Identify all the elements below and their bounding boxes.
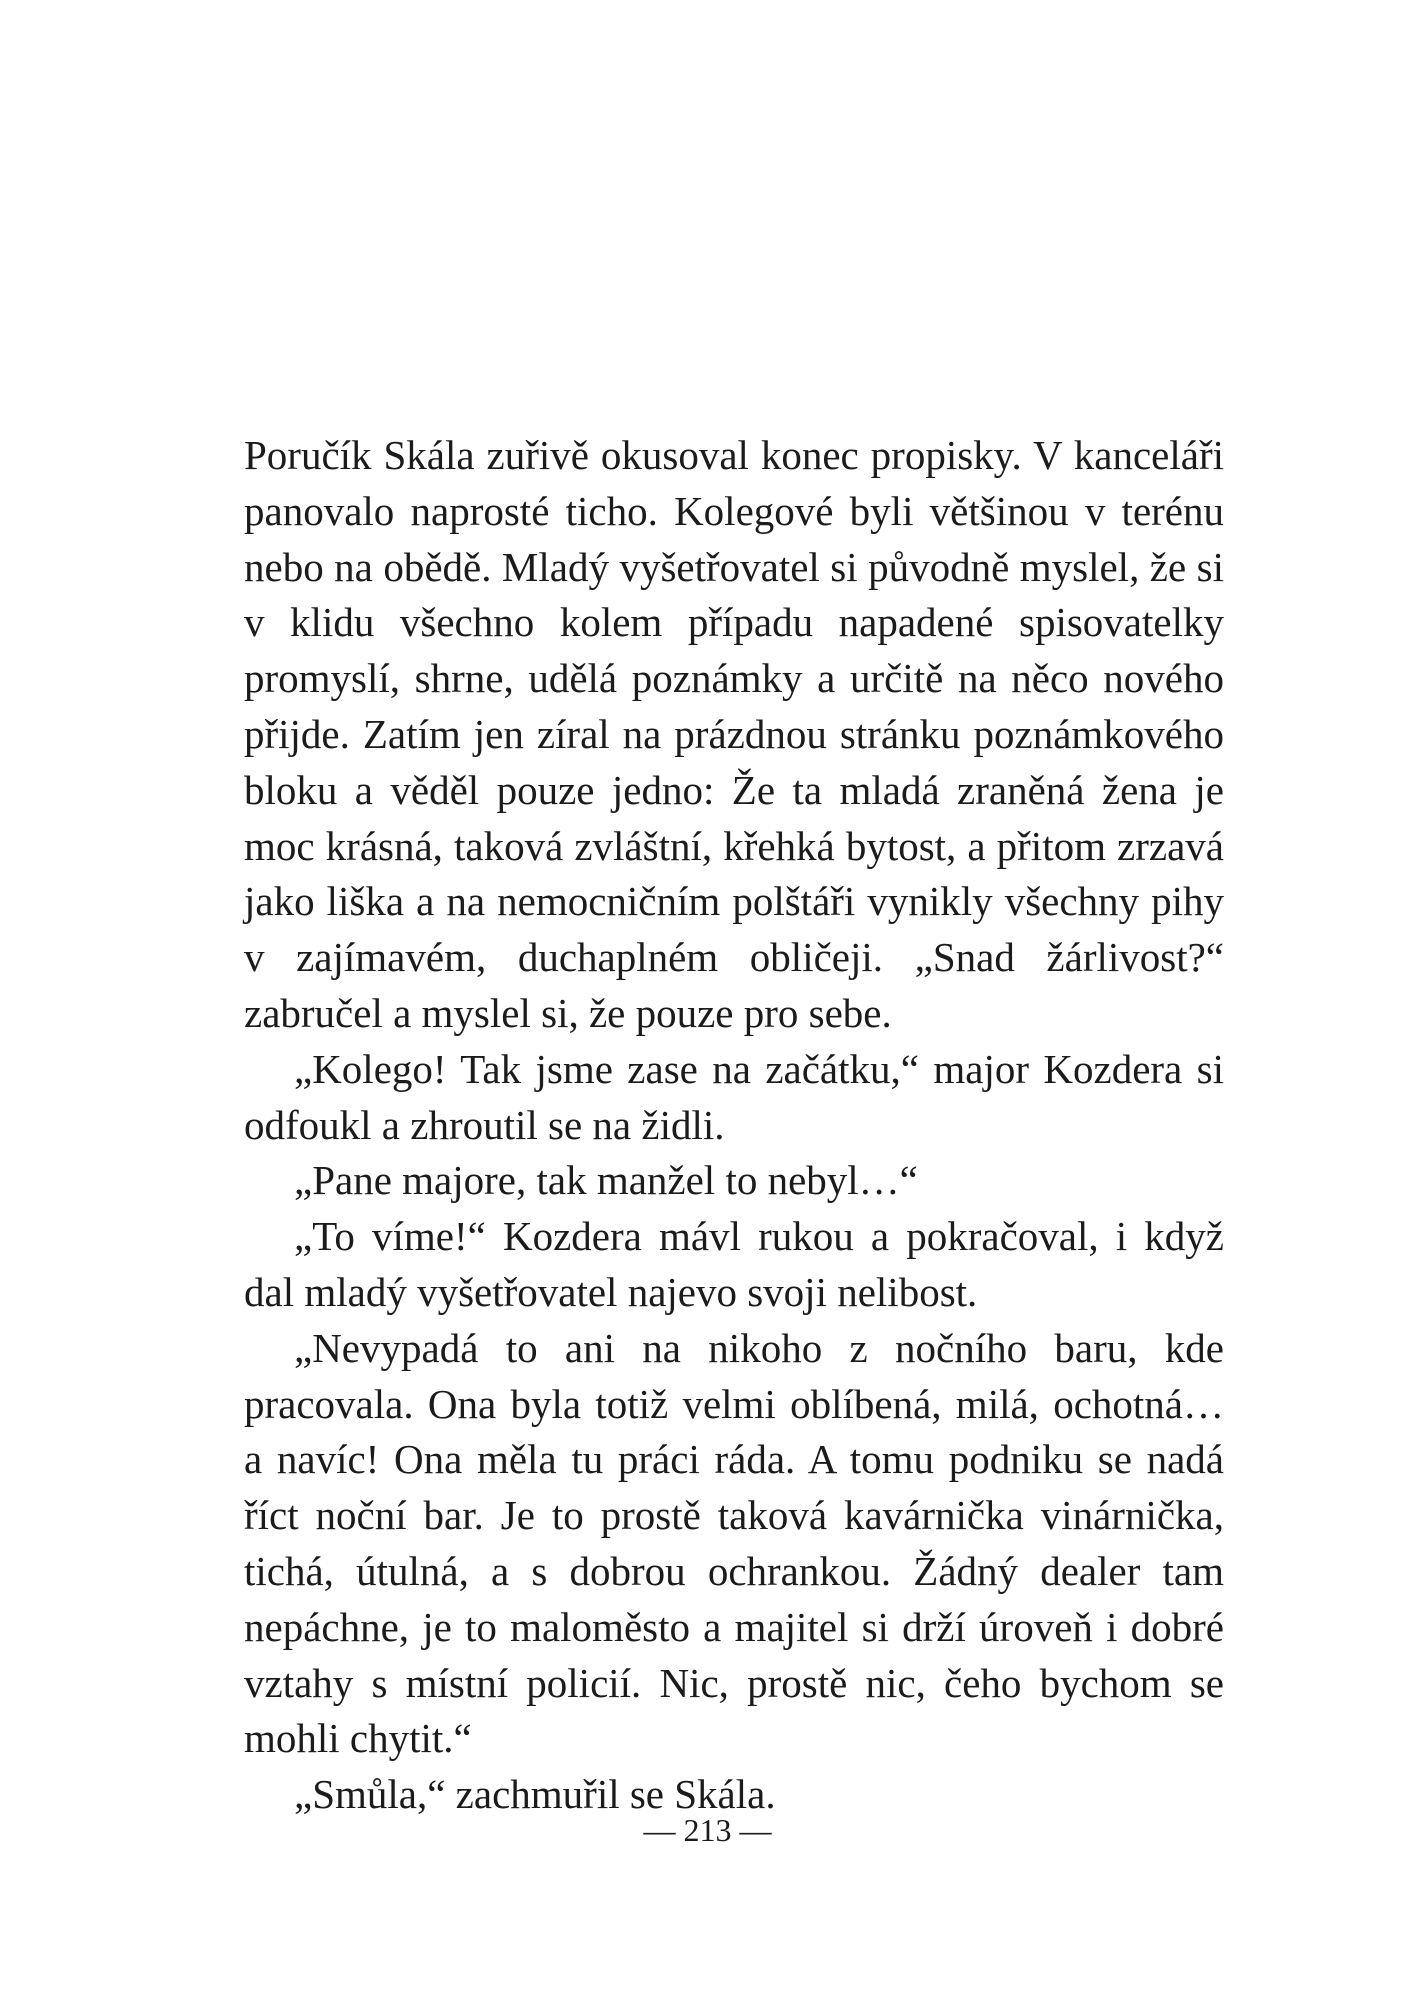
paragraph: „Nevypadá to ani na nikoho z nočního baru, kde pracovala. Ona byla totiž velmi oblíbená, milá, ochotná… a navíc! Ona měla tu práci ráda. A tomu podniku se nadá říct noční bar. Je to prostě taková kavárnička vinárnička, tichá, útulná, a s dobrou ochrankou. Žádný dealer tam nepáchne, je to maloměsto a majitel si drží úroveň i dobré vztahy s místní policií. Nic, prostě nic, čeho bychom se mohli chytit.“ (244, 1324, 1224, 1762)
paragraph: Poručík Skála zuřivě okusoval konec propisky. V kanceláři panovalo naprosté ticho. Kolegové byli většinou v terénu nebo na obědě. Mladý vyšetřovatel si původně myslel, že si v klidu všechno kolem případu napadené spisovatelky promyslí, shrne, udělá poznámky a určitě na něco nového přijde. Zatím jen zíral na prázdnou stránku poznámkového bloku a věděl pouze jedno: Že ta mladá zraněná žena je moc krásná, taková zvláštní, křehká bytost, a přitom zrzavá jako liška a na nemocničním polštáři vynikly všechny pihy v zajímavém, duchaplném obličeji. „Snad žárlivost?“ zabručel a myslel si, že pouze pro sebe. (244, 432, 1224, 1036)
page-number: — 213 — (643, 1812, 772, 1848)
paragraph: „Pane majore, tak manžel to nebyl…“ (294, 1157, 918, 1204)
body-text (244, 428, 1224, 1823)
paragraph: „Kolego! Tak jsme zase na začátku,“ major Kozdera si odfoukl a zhroutil se na židli. (244, 1045, 1224, 1148)
paragraph: „Smůla,“ zachmuřil se Skála. (294, 1771, 776, 1818)
paragraph: „To víme!“ Kozdera mávl rukou a pokračoval, i když dal mladý vyšetřovatel najevo svoji nelibost. (244, 1213, 1224, 1315)
